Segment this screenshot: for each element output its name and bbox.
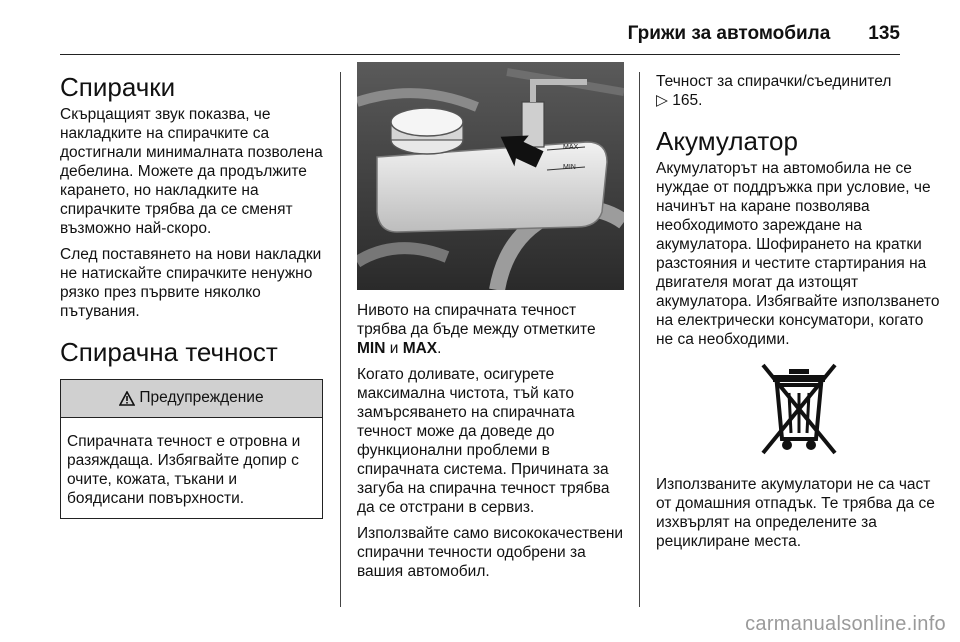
battery-paragraph-1: Акумулаторът на автомобила не се нуждае от поддръжка при условие, че начинът на каране позволява необходимото зареждане на акумулатора. Шофирането на кратки разстояния и честите стартирания на двигателя могат да изтощят акумулатора. Избягвайте използването на електрически консуматори, когато не са необходими. xyxy=(656,160,940,348)
photo-max-mark: MAX xyxy=(563,144,579,151)
brakes-paragraph-1: Скърцащият звук показва, че накладките на спирачките са достигнали минималната позволена дебелина. Можете да продължите карането, но накладките на спирачките трябва да се сменят възможно най-скоро. xyxy=(60,106,323,237)
warning-body xyxy=(61,418,322,518)
warning-text: Спирачната течност е отровна и разяждаща. Избягвайте допир с очите, кожата, тъкани и боядисани повърхности. xyxy=(67,433,301,507)
section-title: Грижи за автомобила xyxy=(627,23,831,44)
page-header xyxy=(60,14,900,55)
brakes-heading: Спирачки xyxy=(60,72,176,102)
fluid-level-paragraph xyxy=(357,301,624,358)
page-number: 135 xyxy=(868,23,900,44)
warning-box xyxy=(60,379,323,519)
reference-page[interactable]: 165. xyxy=(672,92,703,109)
warning-header xyxy=(61,380,322,418)
watermark: carmanualsonline.info xyxy=(745,613,946,635)
fluid-level-text: Нивото на спирачната течност трябва да бъде между отметките xyxy=(357,302,596,338)
reference-arrow-icon: ▷ xyxy=(656,92,668,109)
column-right xyxy=(656,72,942,558)
topping-up-paragraph: Когато доливате, осигурете максимална чистота, тъй като замърсяването на спирачната течност може да доведе до функционални проблеми в спирачната система. Причината за загуба на спирачна течност трябва да се отстрани в сервиз. xyxy=(357,366,610,516)
brake-fluid-reservoir-photo xyxy=(357,62,624,290)
period-text: . xyxy=(437,340,442,357)
brakes-paragraph-2: След поставянето на нови накладки не натискайте спирачките ненужно рязко през първите няколко пътувания. xyxy=(60,246,322,320)
battery-heading: Акумулатор xyxy=(656,126,798,156)
column-middle xyxy=(357,62,624,588)
max-label: MAX xyxy=(402,340,438,357)
and-text: и xyxy=(385,340,403,357)
min-label: MIN xyxy=(357,340,386,357)
column-divider-1 xyxy=(340,72,341,607)
warning-title: Предупреждение xyxy=(139,389,264,406)
column-divider-2 xyxy=(639,72,640,607)
photo-min-mark: MIN xyxy=(563,164,576,171)
column-left xyxy=(60,72,323,519)
reference-text: Течност за спирачки/съединител xyxy=(656,73,892,90)
battery-paragraph-2: Използваните акумулатори не са част от домашния отпадък. Те трябва да се изхвърлят на определените за рециклиране места. xyxy=(656,476,935,550)
brake-fluid-heading: Спирачна течност xyxy=(60,337,278,367)
fluid-quality-paragraph: Използвайте само висококачествени спирачни течности одобрени за вашия автомобил. xyxy=(357,525,624,580)
clutch-fluid-reference xyxy=(656,72,942,110)
warning-triangle-icon xyxy=(119,391,135,406)
crossed-bin-icon xyxy=(759,361,839,461)
